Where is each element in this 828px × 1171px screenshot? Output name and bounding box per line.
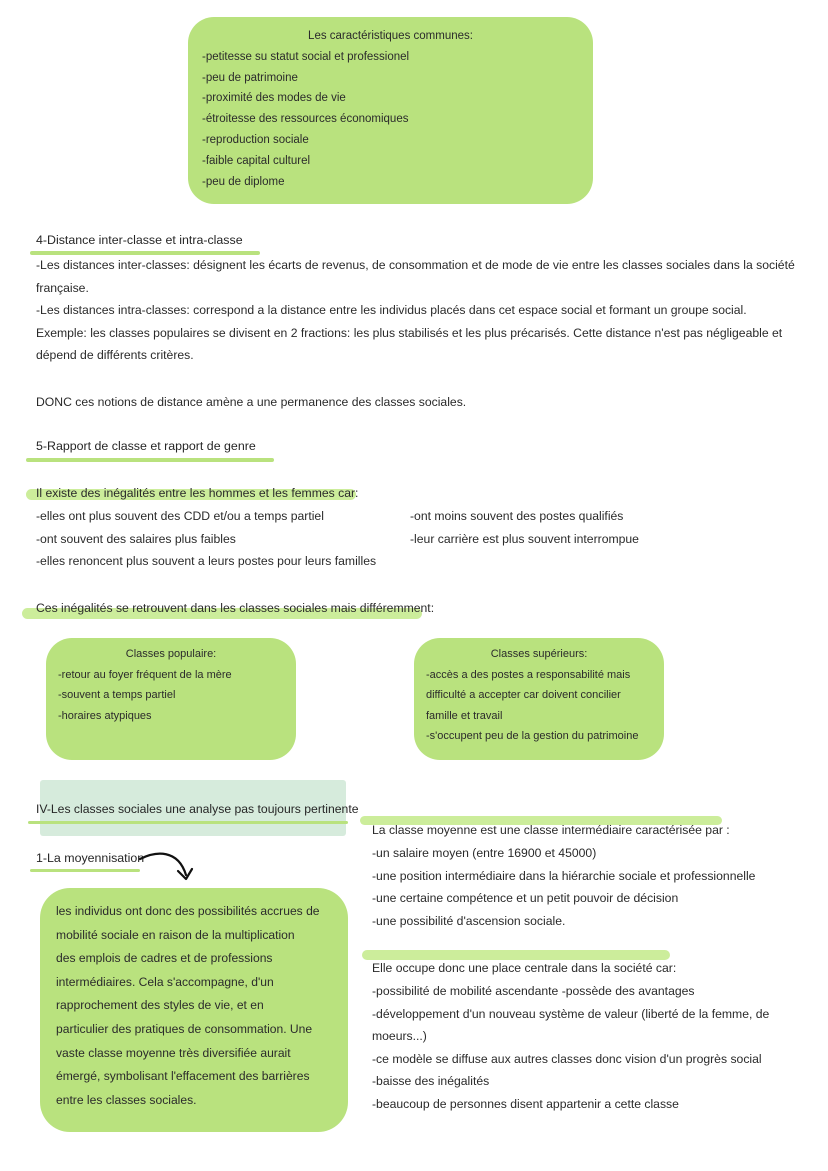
list-item: -reproduction sociale bbox=[202, 133, 309, 146]
list-item: -une certaine compétence et un petit pouvoir de décision bbox=[372, 891, 679, 906]
list-item: -ont souvent des salaires plus faibles bbox=[36, 531, 236, 546]
text-line: intermédiaires. Cela s'accompagne, d'un bbox=[56, 974, 274, 989]
text-line: dépend de différents critères. bbox=[36, 348, 194, 363]
box-list bbox=[202, 47, 593, 193]
list-item: -accès a des postes a responsabilité mais bbox=[426, 668, 631, 681]
list-item: -peu de diplome bbox=[202, 175, 285, 188]
text-line: -Les distances inter-classes: désignent les écarts de revenus, de consommation et de mode de vie entre les classes sociales dans la société bbox=[36, 258, 795, 272]
text-line: française. bbox=[36, 280, 89, 295]
list-item: -un salaire moyen (entre 16900 et 45000) bbox=[372, 846, 597, 860]
text-line: mobilité sociale en raison de la multiplication bbox=[56, 927, 295, 942]
list-item: -petitesse su statut social et professionel bbox=[202, 50, 410, 63]
section-iv-heading: IV-Les classes sociales une analyse pas toujours pertinente bbox=[36, 802, 359, 816]
heading-underline bbox=[28, 821, 348, 824]
middle-class-list bbox=[372, 842, 812, 932]
moyennisation-box bbox=[40, 888, 348, 1132]
section4-heading: 4-Distance inter-classe et intra-classe bbox=[36, 233, 243, 247]
list-item: difficulté a accepter car doivent concilier bbox=[426, 689, 621, 701]
list-item: moeurs...) bbox=[372, 1029, 427, 1044]
box-list bbox=[426, 665, 664, 747]
list-item: -s'occupent peu de la gestion du patrimoine bbox=[426, 730, 639, 742]
text-line: les individus ont donc des possibilités accrues de bbox=[56, 904, 320, 918]
list-item: -proximité des modes de vie bbox=[202, 92, 346, 105]
list-item: -souvent a temps partiel bbox=[58, 689, 176, 701]
list-item: -faible capital culturel bbox=[202, 154, 311, 167]
list-item: -possibilité de mobilité ascendante -possède des avantages bbox=[372, 984, 695, 998]
heading-underline bbox=[30, 869, 140, 872]
inequality-list-left bbox=[36, 505, 416, 573]
list-item: -retour au foyer fréquent de la mère bbox=[58, 668, 232, 681]
section5-heading: 5-Rapport de classe et rapport de genre bbox=[36, 439, 256, 453]
section4-body bbox=[36, 254, 816, 367]
central-place-list bbox=[372, 980, 812, 1116]
box-list bbox=[58, 665, 296, 727]
list-item: -étroitesse des ressources économiques bbox=[202, 113, 409, 126]
text-line: des emplois de cadres et de professions bbox=[56, 951, 273, 966]
list-item: -développement d'un nouveau système de valeur (liberté de la femme, de bbox=[372, 1006, 770, 1021]
classes-intro: Ces inégalités se retrouvent dans les classes sociales mais différemment: bbox=[36, 601, 435, 615]
text-line: émergé, symbolisant l'effacement des barrières bbox=[56, 1069, 310, 1084]
heading-underline bbox=[26, 458, 274, 462]
list-item: -peu de patrimoine bbox=[202, 71, 298, 84]
box-title: Classes supérieurs: bbox=[490, 648, 588, 660]
list-item: -ce modèle se diffuse aux autres classes donc vision d'un progrès social bbox=[372, 1051, 762, 1066]
inequality-intro: Il existe des inégalités entre les hommes et les femmes car: bbox=[36, 486, 359, 500]
inequality-list-right bbox=[410, 505, 810, 550]
list-item: -elles renoncent plus souvent a leurs postes pour leurs familles bbox=[36, 554, 377, 569]
text-line: rapprochement des styles de vie, et en bbox=[56, 998, 264, 1013]
popular-classes-box bbox=[46, 638, 296, 760]
text-line: -Les distances intra-classes: correspond a la distance entre les individus placés dans cet espace social et formant un groupe social. bbox=[36, 303, 747, 318]
list-item: -une position intermédiaire dans la hiérarchie sociale et professionnelle bbox=[372, 868, 756, 883]
common-characteristics-box bbox=[188, 17, 593, 204]
box-title: Classes populaire: bbox=[125, 648, 217, 660]
list-item: famille et travail bbox=[426, 709, 503, 722]
moyennisation-heading: 1-La moyennisation bbox=[36, 851, 145, 865]
section4-conclusion: DONC ces notions de distance amène a une permanence des classes sociales. bbox=[36, 395, 467, 409]
list-item: -leur carrière est plus souvent interrompue bbox=[410, 531, 639, 546]
list-item: -baisse des inégalités bbox=[372, 1074, 490, 1089]
list-item: -horaires atypiques bbox=[58, 709, 152, 722]
box-title: Les caractéristiques communes: bbox=[308, 30, 473, 42]
text-line: particulier des pratiques de consommation. Une bbox=[56, 1021, 313, 1036]
list-item: -une possibilité d'ascension sociale. bbox=[372, 913, 566, 928]
text-line: Exemple: les classes populaires se divisent en 2 fractions: les plus stabilisés et les plus précarisés. Cette distance n'est pas négligeable et bbox=[36, 325, 783, 340]
list-item: -beaucoup de personnes disent appartenir a cette classe bbox=[372, 1096, 679, 1111]
upper-classes-box bbox=[414, 638, 664, 760]
list-item: -ont moins souvent des postes qualifiés bbox=[410, 509, 624, 523]
list-item: -elles ont plus souvent des CDD et/ou a temps partiel bbox=[36, 509, 324, 523]
central-place-intro: Elle occupe donc une place centrale dans la société car: bbox=[372, 961, 677, 975]
middle-class-intro: La classe moyenne est une classe intermédiaire caractérisée par : bbox=[372, 823, 730, 837]
text-line: entre les classes sociales. bbox=[56, 1092, 197, 1107]
text-line: vaste classe moyenne très diversifiée aurait bbox=[56, 1045, 291, 1060]
